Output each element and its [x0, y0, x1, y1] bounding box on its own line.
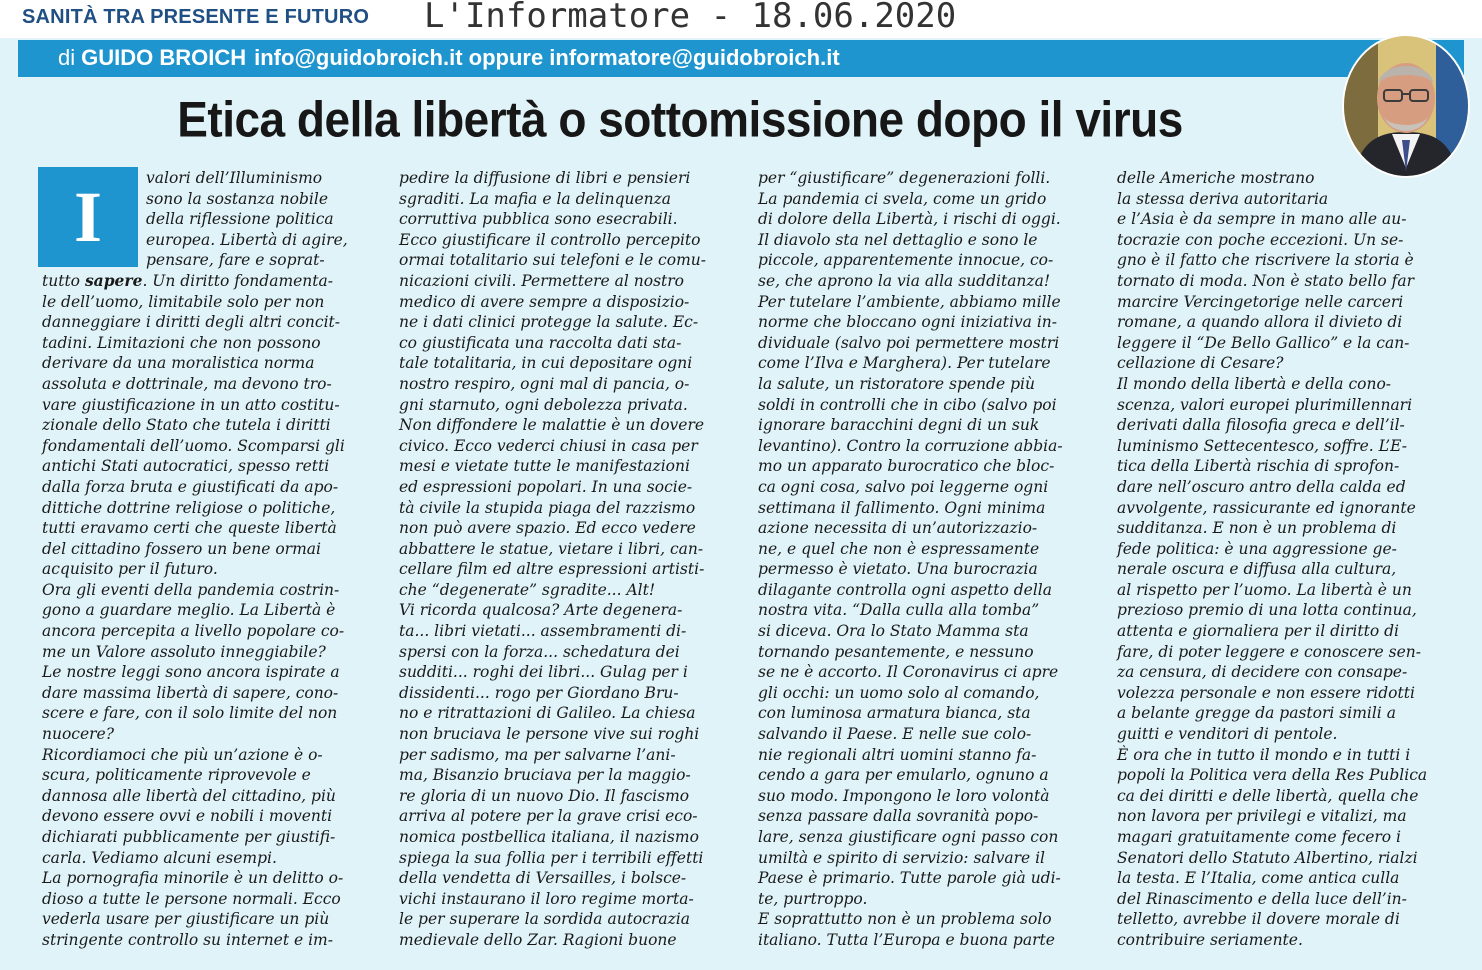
- text-line: corruttiva pubblica sono esecrabili.: [399, 210, 678, 229]
- text-line: levantino). Contro la corruzione abbia-: [758, 436, 1063, 455]
- text-line: gni starnuto, ogni debolezza privata.: [399, 395, 688, 414]
- text-line: carla. Vediamo alcuni esempi.: [42, 848, 277, 867]
- text-line: piccole, apparentemente innocue, co-: [758, 251, 1054, 270]
- text-line: di dolore della Libertà, i rischi di oggi.: [758, 210, 1061, 229]
- text-line: se, che aprono la via alla sudditanza!: [758, 271, 1051, 290]
- text-line: leggere il “De Bello Gallico” e la can-: [1117, 333, 1410, 352]
- text-line: danneggiare i diritti degli altri concit-: [42, 313, 341, 332]
- text-line: sudditi... roghi dei libri... Gulag per i: [399, 663, 688, 682]
- text-line: derivati dalla filosofia greca e dell’il-: [1117, 416, 1405, 435]
- byline: [58, 45, 840, 71]
- text-line: con luminosa armatura bianca, sta: [758, 704, 1031, 723]
- text-line: La pornografia minorile è un delitto o-: [42, 869, 344, 888]
- text-line: assoluta e dottrinale, ma devono tro-: [42, 374, 332, 393]
- text-line: norme che bloccano ogni iniziativa in-: [758, 313, 1058, 332]
- text-line: tutto sapere. Un diritto fondamenta-: [42, 270, 334, 290]
- article-headline: Etica della libertà o sottomissione dopo il virus: [177, 90, 1183, 148]
- text-line: scura, politicamente riprovevole e: [42, 766, 311, 785]
- text-line: romane, a quando allora il divieto di: [1117, 313, 1403, 332]
- author-name: GUIDO BROICH: [81, 45, 247, 70]
- byline-bar: [18, 40, 1464, 77]
- text-line: valori dell’Illuminismo: [146, 169, 323, 187]
- text-line: la testa. E l’Italia, come antica culla: [1117, 869, 1400, 888]
- text-line: dioso a tutte le persone normali. Ecco: [42, 889, 341, 908]
- text-line: europea. Libertà di agire,: [146, 230, 348, 249]
- text-line: volezza personale e non essere ridotti: [1117, 683, 1415, 702]
- text-line: gno è il fatto che riscrivere la storia è: [1117, 251, 1414, 270]
- section-title: SANITÀ TRA PRESENTE E FUTURO: [22, 6, 370, 28]
- text-line: Il mondo della libertà e della cono-: [1117, 374, 1392, 393]
- text-line: dare nell’oscuro antro della calda ed: [1117, 477, 1406, 496]
- text-line: devono essere ovvi e nobili i moventi: [42, 807, 333, 826]
- text-line: co giustificata una raccolta dati sta-: [399, 333, 682, 352]
- text-line: telletto, avrebbe il dovere morale di: [1117, 910, 1400, 929]
- text-line: nostra vita. “Dalla culla alla tomba”: [758, 601, 1040, 620]
- text-line: settimana il fallimento. Ogni minima: [758, 498, 1046, 517]
- text-line: civico. Ecco vederci chiusi in casa per: [399, 436, 698, 455]
- text-line: dividuale (salvo poi permettere mostri: [758, 333, 1060, 352]
- text-line: spiega la sua follia per i terribili effetti: [399, 848, 704, 867]
- text-line: nerale oscura e diffusa alla cultura,: [1117, 560, 1397, 579]
- text-line: scenza, valori europei plurimillennari: [1117, 395, 1413, 414]
- text-line: salvando il Paese. E nelle sue colo-: [758, 725, 1032, 744]
- text-line: acquisito per il futuro.: [42, 560, 218, 579]
- text-line: Ora gli eventi della pandemia costrin-: [42, 580, 340, 599]
- text-line: Non diffondere le malattie è un dovere: [399, 416, 705, 435]
- text-line: abbattere le statue, vietare i libri, can-: [399, 539, 704, 558]
- text-line: re gloria di un nuovo Dio. Il fascismo: [399, 786, 690, 805]
- text-line: ca ogni cosa, salvo poi leggerne ogni: [758, 477, 1049, 496]
- text-line: tocrazie con poche eccezioni. Un se-: [1117, 230, 1404, 249]
- text-line: lare, senza giustificare ogni passo con: [758, 828, 1059, 846]
- text-line: antichi Stati autocratici, spesso retti: [42, 457, 330, 476]
- text-line: attenta e giornaliera per il diritto di: [1117, 622, 1399, 641]
- text-line: scere e fare, con il solo limite del non: [42, 704, 338, 723]
- article-column-3: [758, 168, 1088, 951]
- text-line: E soprattutto non è un problema solo: [758, 910, 1052, 929]
- author-contacts: info@guidobroich.it oppure informatore@guidobroich.it: [254, 45, 840, 70]
- text-line: sono la sostanza nobile: [146, 189, 329, 208]
- text-line: contribuire seriamente.: [1117, 930, 1303, 949]
- text-line: medico di avere sempre a disposizio-: [399, 292, 690, 311]
- text-line: zionale dello Stato che tutela i diritti: [42, 416, 331, 435]
- text-line: suo modo. Impongono le loro volontà: [758, 786, 1050, 805]
- text-line: se ne è accorto. Il Coronavirus ci apre: [758, 663, 1059, 682]
- text-line: pensare, fare e soprat-: [146, 251, 325, 270]
- text-line: non bruciava le persone vive sui roghi: [399, 725, 700, 744]
- text-line: nostro respiro, ogni mal di pancia, o-: [399, 374, 690, 393]
- text-line: marcire Vercingetorige nelle carceri: [1117, 292, 1404, 311]
- text-line: e l’Asia è da sempre in mano alle au-: [1117, 210, 1407, 229]
- text-line: vichi instaurano il loro regime morta-: [399, 889, 694, 908]
- text-line: mo un apparato burocratico che bloc-: [758, 457, 1055, 476]
- text-line: della vendetta di Versailles, i bolsce-: [399, 869, 687, 888]
- text-line: ignorare baracchini degni di un suk: [758, 416, 1040, 435]
- text-line: delle Americhe mostrano: [1117, 169, 1315, 187]
- text-line: Ricordiamoci che più un’azione è o-: [42, 745, 323, 764]
- text-line: Paese è primario. Tutte parole già udi-: [758, 869, 1061, 888]
- text-line: Il diavolo sta nel dettaglio e sono le: [758, 230, 1038, 249]
- text-line: che “degenerate” sgradite... Alt!: [399, 580, 656, 599]
- text-line: fede politica: è una aggressione ge-: [1117, 539, 1397, 558]
- author-portrait-image: [1344, 36, 1468, 176]
- text-line: fare, di poter leggere e conoscere sen-: [1117, 642, 1421, 661]
- text-line: per “giustificare” degenerazioni folli.: [758, 169, 1051, 187]
- source-date-stamp: L'Informatore - 18.06.2020: [424, 0, 957, 36]
- text-line: gli occhi: un uomo solo al comando,: [758, 683, 1040, 702]
- text-line: dare massima libertà di sapere, cono-: [42, 683, 339, 702]
- text-line: del Rinascimento e della luce dell’in-: [1117, 889, 1407, 908]
- text-line: le dell’uomo, limitabile solo per non: [42, 292, 325, 311]
- text-line: no e ritrattazioni di Galileo. La chiesa: [399, 704, 696, 723]
- text-line: non può avere spazio. Ed ecco vedere: [399, 519, 696, 538]
- text-line: dichiarati pubblicamente per giustifi-: [42, 828, 336, 846]
- text-line: stringente controllo su internet e im-: [42, 930, 333, 949]
- text-line: Vi ricorda qualcosa? Arte degenera-: [399, 601, 683, 620]
- text-line: derivare da una moralistica norma: [42, 354, 315, 373]
- text-line: gono a guardare meglio. La Libertà è: [42, 601, 336, 620]
- text-line: la stessa deriva autoritaria: [1117, 189, 1329, 208]
- text-line: nie regionali altri uomini stanno fa-: [758, 745, 1037, 764]
- text-line: come l’Ilva e Marghera). Per tutelare: [758, 354, 1051, 373]
- text-line: Le nostre leggi sono ancora ispirate a: [42, 663, 340, 682]
- text-line: spersi con la forza... schedatura dei: [399, 642, 680, 661]
- text-line: Per tutelare l’ambiente, abbiamo mille: [758, 292, 1061, 311]
- text-line: ta... libri vietati... assembramenti di-: [399, 622, 687, 641]
- text-line: ormai totalitario sui telefoni e le comu-: [399, 251, 706, 270]
- text-line: avvolgente, rassicurante ed ignorante: [1117, 498, 1416, 517]
- text-line: Senatori dello Statuto Albertino, rialzi: [1117, 848, 1418, 867]
- text-line: soldi in controlli che in cibo (salvo poi: [758, 395, 1057, 414]
- text-line: tornando pesantemente, e nessuno: [758, 642, 1034, 661]
- text-line: al rispetto per l’uomo. La libertà è un: [1117, 580, 1412, 599]
- text-line: vederla usare per giustificare un più: [42, 910, 330, 929]
- byline-prefix: di: [58, 45, 76, 70]
- text-line: tà civile la stupida piaga del razzismo: [399, 498, 696, 517]
- text-line: si diceva. Ora lo Stato Mamma sta: [758, 622, 1029, 641]
- article-column-1: [42, 168, 372, 951]
- text-line: medievale dello Zar. Ragioni buone: [399, 930, 677, 949]
- text-line: ancora percepita a livello popolare co-: [42, 622, 345, 641]
- text-line: per sadismo, ma per salvarne l’ani-: [399, 745, 676, 764]
- text-line: tica della Libertà rischia di sprofon-: [1117, 457, 1400, 476]
- text-line: permesso è vietato. Una burocrazia: [758, 560, 1038, 579]
- text-line: nomica postbellica italiana, il nazismo: [399, 828, 699, 846]
- text-line: dilagante controlla ogni aspetto della: [758, 580, 1052, 599]
- text-line: pedire la diffusione di libri e pensieri: [399, 169, 691, 187]
- text-line: fondamentali dell’uomo. Scomparsi gli: [42, 436, 345, 455]
- text-line: ne, e quel che non è espressamente: [758, 539, 1040, 558]
- text-line: cellazione di Cesare?: [1117, 354, 1284, 373]
- text-line: ed espressioni popolari. In una socie-: [399, 477, 693, 496]
- text-line: sudditanza. E non è un problema di: [1117, 519, 1397, 538]
- text-line: dannosa alle libertà del cittadino, più: [42, 786, 336, 805]
- text-line: la salute, un ristoratore spende più: [758, 374, 1035, 393]
- text-line: me un Valore assoluto inneggiabile?: [42, 642, 326, 661]
- text-line: za censura, di decidere con consape-: [1117, 663, 1408, 682]
- text-line: te, purtroppo.: [758, 889, 868, 908]
- text-line: cendo a gara per emularlo, ognuno a: [758, 766, 1049, 785]
- text-line: dissidenti... rogo per Giordano Bru-: [399, 683, 679, 702]
- text-line: magari gratuitamente come fecero i: [1117, 828, 1401, 846]
- text-line: ca dei diritti e delle libertà, quella che: [1117, 786, 1419, 805]
- text-line: della riflessione politica: [146, 210, 334, 229]
- text-line: senza passare dalla sovranità popo-: [758, 807, 1039, 826]
- text-line: sgraditi. La mafia e la delinquenza: [399, 189, 672, 208]
- text-line: le per superare la sordida autocrazia: [399, 910, 690, 929]
- text-line: tornato di moda. Non è stato bello far: [1117, 271, 1415, 290]
- drop-cap-letter: I: [73, 177, 103, 257]
- text-line: mesi e vietate tutte le manifestazioni: [399, 457, 690, 476]
- text-line: del cittadino fossero un bene ormai: [42, 539, 321, 558]
- text-line: italiano. Tutta l’Europa e buona parte: [758, 930, 1055, 949]
- text-line: luminismo Settecentesco, soffre. L’E-: [1117, 436, 1407, 455]
- text-line: cellare film ed altre espressioni artisti-: [399, 560, 705, 579]
- text-line: nicazioni civili. Permettere al nostro: [399, 271, 684, 290]
- text-line: dittiche dottrine religiose o politiche,: [42, 498, 336, 517]
- text-line: azione necessita di un’autorizzazio-: [758, 519, 1038, 538]
- text-line: umiltà e spirito di servizio: salvare il: [758, 848, 1046, 867]
- text-line: È ora che in tutto il mondo e in tutti i: [1117, 745, 1411, 764]
- section-header: [0, 0, 1482, 40]
- text-line: dalla forza bruta e giustificati da apo-: [42, 477, 339, 496]
- text-line: tale totalitaria, in cui depositare ogni: [399, 354, 693, 373]
- text-line: arriva al potere per la grave crisi eco-: [399, 807, 698, 826]
- text-line: guitti e venditori di pentole.: [1117, 725, 1338, 744]
- article-column-2: [399, 168, 729, 951]
- text-line: ne i dati clinici protegge la salute. Ec-: [399, 313, 699, 332]
- text-line: tadini. Limitazioni che non possono: [42, 333, 321, 352]
- text-line: a belante gregge da pastori simili a: [1117, 704, 1396, 723]
- text-line: vare giustificazione in un atto costitu-: [42, 395, 340, 414]
- text-line: nuocere?: [42, 725, 115, 744]
- text-line: La pandemia ci svela, come un grido: [758, 189, 1047, 208]
- text-line: tutti eravamo certi che queste libertà: [42, 519, 337, 538]
- text-line: non lavora per privilegi e vitalizi, ma: [1117, 807, 1407, 826]
- text-line: Ecco giustificare il controllo percepito: [399, 230, 701, 249]
- text-line: prezioso premio di una lotta continua,: [1117, 601, 1417, 620]
- text-line: ma, Bisanzio bruciava per la maggio-: [399, 766, 691, 785]
- text-line: popoli la Politica vera della Res Publica: [1117, 766, 1428, 785]
- author-portrait: [1342, 34, 1470, 178]
- article-column-4: [1117, 168, 1447, 951]
